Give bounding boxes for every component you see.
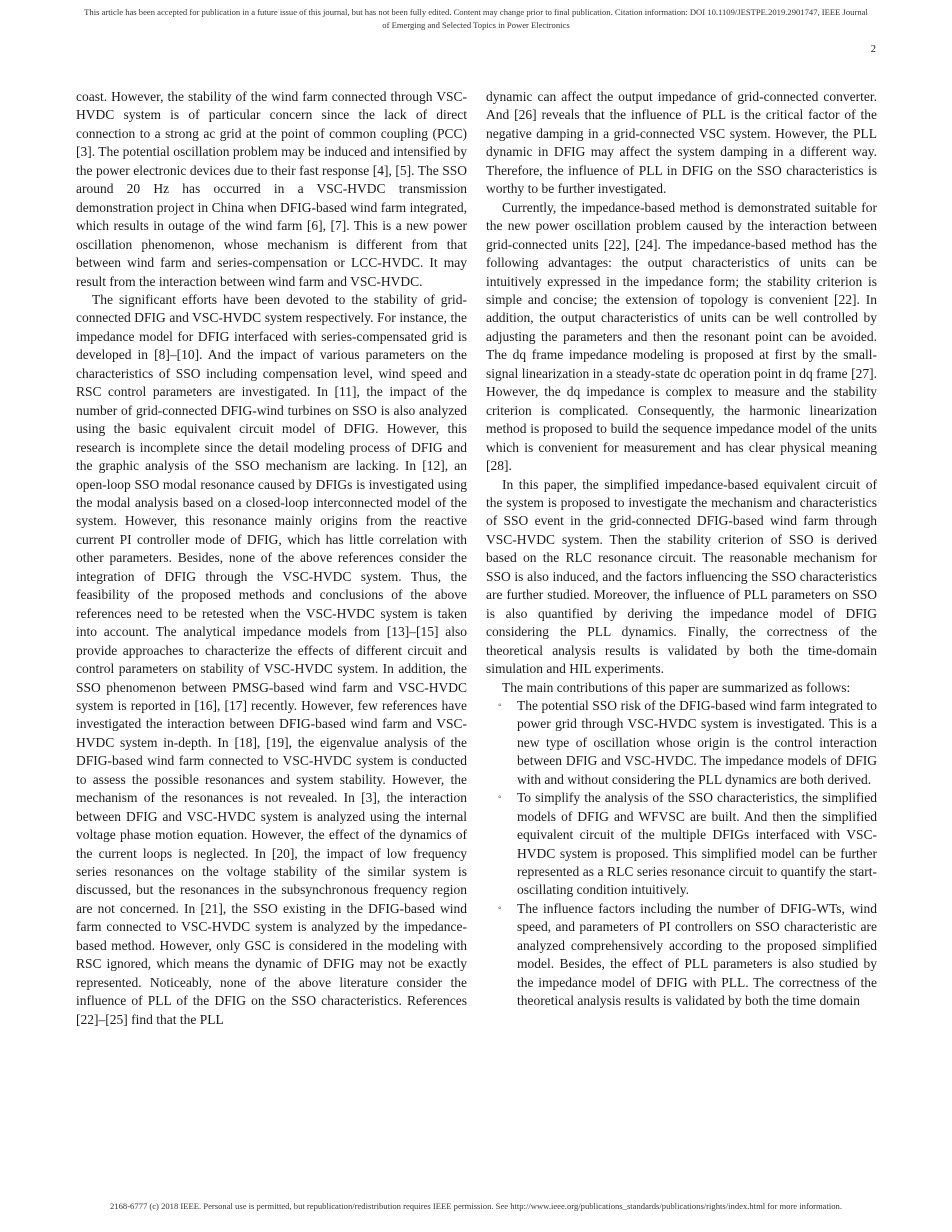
contribution-text: The influence factors including the number of DFIG-WTs, wind speed, and parameters of PI controllers on SSO characteristic are analyzed comprehensively according to the proposed simplified model. Besides, the effect of PLL parameters is also studied by the impedance model of DFIG with PLL. The correctness of the theoretical analysis results is validated by both the time domain — [517, 900, 877, 1009]
publication-notice-line-2: of Emerging and Selected Topics in Power Electronics — [382, 20, 570, 30]
left-paragraph-1: coast. However, the stability of the wind farm connected through VSC-HVDC system is of particular concern since the lack of direct connection to a strong ac grid at the point of common coupling (PCC) [3]. The potential oscillation problem may be induced and intensified by the power electronic devices due to their fast response [4], [5]. The SSO around 20 Hz has occurred in a VSC-HVDC transmission demonstration project in China when DFIG-based wind farm integrated, which results in outage of the wind farm [6], [7]. This is a new power oscillation phenomenon, whose mechanism is different from that between wind farm and series-compensation or LCC-HVDC. It may result from the interaction between wind farm and VSC-HVDC. — [76, 89, 467, 289]
page-number: 2 — [870, 44, 876, 55]
contribution-item — [498, 697, 877, 789]
contributions-list — [486, 697, 877, 1011]
right-paragraph-2: Currently, the impedance-based method is demonstrated suitable for the new power oscillation problem caused by the interaction between grid-connected units [22], [24]. The impedance-based method has the following advantages: the output characteristics of units can be intuitively expressed in the impedance form; the stability criterion is simple and concise; the extension of topology is convenient [22]. In addition, the output characteristics of units can be well controlled by adjusting the parameters and then the resonant point can be avoided. The dq frame impedance modeling is proposed at first by the small-signal linearization in a steady-state dc operation point in dq frame [27]. However, the dq impedance is complex to measure and the stability criterion is complicated. Consequently, the harmonic linearization method is proposed to build the sequence impedance model of the units which is convenient for measurement and has clear physical meaning [28]. — [486, 199, 877, 474]
right-paragraph-3: In this paper, the simplified impedance-based equivalent circuit of the system is proposed to investigate the mechanism and characteristics of SSO event in the grid-connected DFIG-based wind farm through VSC-HVDC system. Then the stability criterion of SSO is derived based on the RLC resonance circuit. The reasonable mechanism for SSO is also induced, and the factors influencing the SSO characteristics are further studied. Moreover, the influence of PLL parameters on SSO is also quantified by deriving the impedance model of DFIG considering the PLL dynamics. Finally, the correctness of the theoretical analysis results is validated by both the time-domain simulation and HIL experiments. — [486, 476, 877, 677]
bullet-icon: ◦ — [498, 792, 502, 804]
contribution-text: To simplify the analysis of the SSO characteristics, the simplified models of DFIG and WFVSC are built. And then the simplified equivalent circuit of the multiple DFIGs interfaced with VSC-HVDC system is proposed. This simplified model can be further represented as a RLC series resonance circuit to quantify the start-oscillating condition intuitively. — [517, 790, 877, 898]
contribution-item — [498, 789, 877, 900]
publication-notice — [0, 6, 952, 32]
copyright-footer: 2168-6777 (c) 2018 IEEE. Personal use is permitted, but republication/redistribution requires IEEE permission. See http://www.ieee.org/publications_standards/publications/rights/index.html for more information. — [110, 1201, 842, 1211]
bullet-icon: ◦ — [498, 699, 502, 711]
bullet-icon: ◦ — [498, 902, 502, 914]
right-paragraph-4: The main contributions of this paper are summarized as follows: — [502, 679, 851, 695]
contribution-item — [498, 900, 877, 1011]
contribution-text: The potential SSO risk of the DFIG-based wind farm integrated to power grid through VSC-HVDC system is investigated. This is a new type of oscillation whose origin is the control interaction between DFIG and VSC-HVDC. The impedance models of DFIG with and without considering the PLL dynamics are both derived. — [517, 697, 877, 787]
right-paragraph-1: dynamic can affect the output impedance of grid-connected converter. And [26] reveals that the influence of PLL is the critical factor of the negative damping in a grid-connected VSC system. However, the PLL dynamic in DFIG may affect the system damping in a different way. Therefore, the influence of PLL in DFIG on the SSO characteristics is worthy to be further investigated. — [486, 89, 877, 197]
left-column — [76, 88, 467, 1029]
left-paragraph-2: The significant efforts have been devoted to the stability of grid-connected DFIG and VSC-HVDC system respectively. For instance, the impedance model for DFIG interfaced with series-compensated grid is developed in [8]–[10]. And the impact of various parameters on the characteristics of SSO including compensation level, wind speed and RSC control parameters are investigated. In [11], the impact of the number of grid-connected DFIG-wind turbines on SSO is also analyzed using the basic equivalent circuit model of DFIG. However, this research is incomplete since the detail modeling process of DFIG and the graphic analysis of the SSO mechanism are lacking. In [12], an open-loop SSO modal resonance caused by DFIGs is investigated using the modal analysis based on a closed-loop interconnected model of the system. However, this resonance mainly origins from the reactive current PI controller mode of DFIG, which has little correlation with other parameters. Besides, none of the above references consider the integration of DFIG through the VSC-HVDC system. Thus, the feasibility of the proposed methods and conclusions of the above references need to be retested when the VSC-HVDC system is taken into account. The analytical impedance models from [13]–[15] also provide approaches to characterize the effects of different circuit and control parameters on stability of VSC-HVDC system. In addition, the SSO phenomenon between PMSG-based wind farm and VSC-HVDC system is reported in [16], [17] recently. However, few references have investigated the interaction between DFIG-based wind farm and VSC-HVDC system in-depth. In [18], [19], the eigenvalue analysis of the DFIG-based wind farm connected to VSC-HVDC system is conducted to assess the possible resonances and system stability. However, the mechanism of the resonances is not revealed. In [3], the interaction between DFIG and VSC-HVDC system is analyzed using the internal voltage phase motion equation. However, the effect of the dynamics of the current loops is neglected. In [20], the impact of low frequency series resonances on the voltage stability of the similar system is discussed, but the resonances in the subsynchronous frequency region are not concerned. In [21], the SSO existing in the DFIG-based wind farm connected to VSC-HVDC system is analyzed by the impedance-based method. However, only GSC is considered in the modeling with RSC ignored, which means the dynamic of DFIG may not be exactly represented. Noticeably, none of the above literature consider the influence of PLL of the DFIG on the SSO characteristics. References [22]–[25] find that the PLL — [76, 291, 467, 1027]
publication-notice-line-1: This article has been accepted for publication in a future issue of this journal, but has not been fully edited. Content may change prior to final publication. Citation information: DOI 10.1109/JESTPE.2019.2901747, IEEE Journal — [84, 7, 868, 17]
right-column — [486, 88, 877, 1011]
